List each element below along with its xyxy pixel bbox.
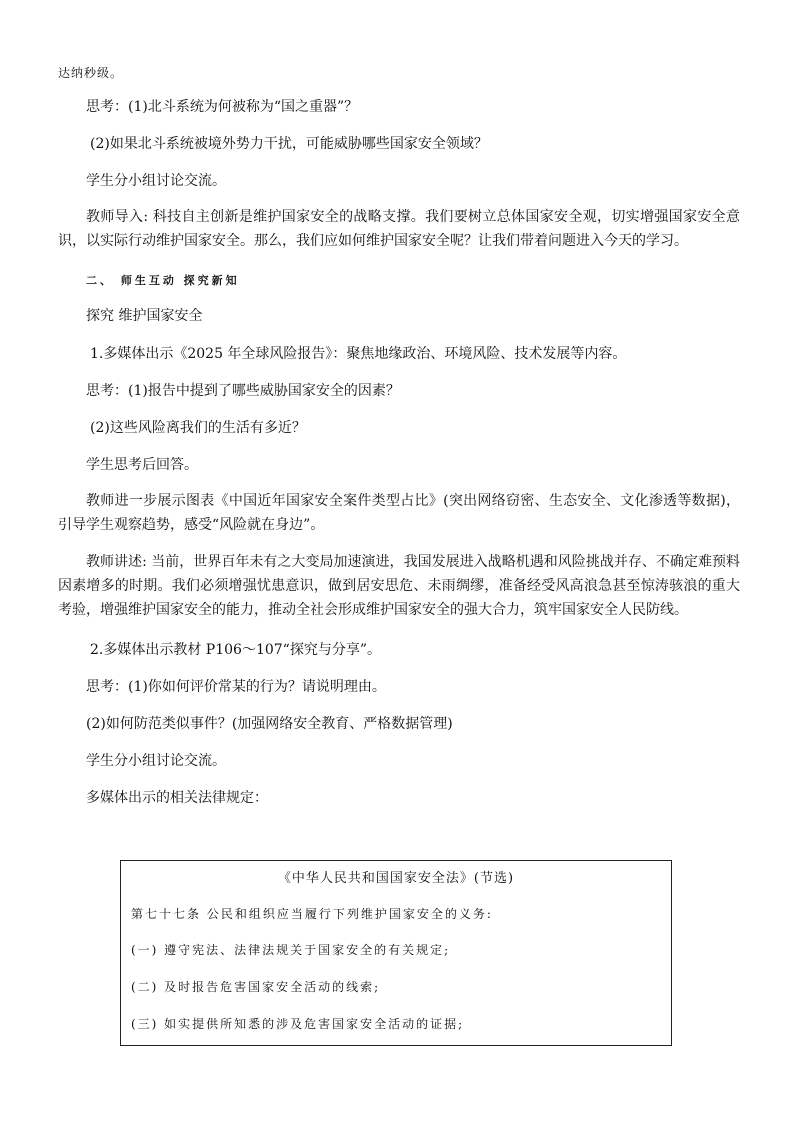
section-heading: 二、 师生互动 探究新知 [86,274,240,287]
teacher-intro-paragraph: 教师导入: 科技自主创新是维护国家安全的战略支撑。我们要树立总体国家安全观，切实增强国家安全意识，以实际行动维护国家安全。那么，我们应如何维护国家安全呢？让我们带着问题进入今天的学习。 [58,209,740,249]
law-intro: 多媒体出示的相关法律规定： [86,790,268,806]
law-item-2: (二) 及时报告危害国家安全活动的线索; [131,980,381,994]
law-title: 《中华人民共和国国家安全法》(节选) [277,871,515,886]
question-1-2: (2)如果北斗系统被境外势力干扰，可能威胁哪些国家安全领域？ [90,136,488,152]
student-answer: 学生思考后回答。 [86,457,198,473]
media-item-2: 2.多媒体出示教材 P106～107“探究与分享”。 [90,642,381,658]
student-activity-1: 学生分小组讨论交流。 [86,173,226,189]
law-article: 第七十七条 公民和组织应当履行下列维护国家安全的义务: [131,907,493,921]
question-3-2: (2)如何防范类似事件？(加强网络安全教育、严格数据管理) [86,716,453,732]
question-2-1: 思考：(1)报告中提到了哪些威胁国家安全的因素？ [86,383,400,399]
question-1-1: 思考：(1)北斗系统为何被称为“国之重器”？ [86,99,359,115]
paragraph-fragment: 达纳秒级。 [58,66,124,80]
media-item-1: 1.多媒体出示《2025 年全球风险报告》：聚焦地缘政治、环境风险、技术发展等内容。 [90,346,627,362]
question-2-2: (2)这些风险离我们的生活有多近？ [90,420,306,436]
law-item-1: (一) 遵守宪法、法律法规关于国家安全的有关规定; [131,943,451,957]
explore-heading: 探究 维护国家安全 [86,308,203,324]
question-3-1: 思考：(1)你如何评价常某的行为？请说明理由。 [86,679,386,695]
chart-show-paragraph: 教师进一步展示图表《中国近年国家安全案件类型占比》(突出网络窃密、生态安全、文化渗透等数据)，引导学生观察趋势，感受“风险就在身边”。 [58,493,740,533]
teacher-lecture-paragraph: 教师讲述: 当前，世界百年未有之大变局加速演进，我国发展进入战略机遇和风险挑战并存、不确定难预料因素增多的时期。我们必须增强忧患意识，做到居安思危、未雨绸缪，准备经受风高浪急甚至惊涛骇浪的重大考验，增强维护国家安全的能力，推动全社会形成维护国家安全的强大合力，筑牢国家安全人民防线。 [58,554,740,618]
law-excerpt-box [120,860,672,1046]
student-activity-2: 学生分小组讨论交流。 [86,753,226,769]
law-item-3: (三) 如实提供所知悉的涉及危害国家安全活动的证据; [131,1017,465,1031]
